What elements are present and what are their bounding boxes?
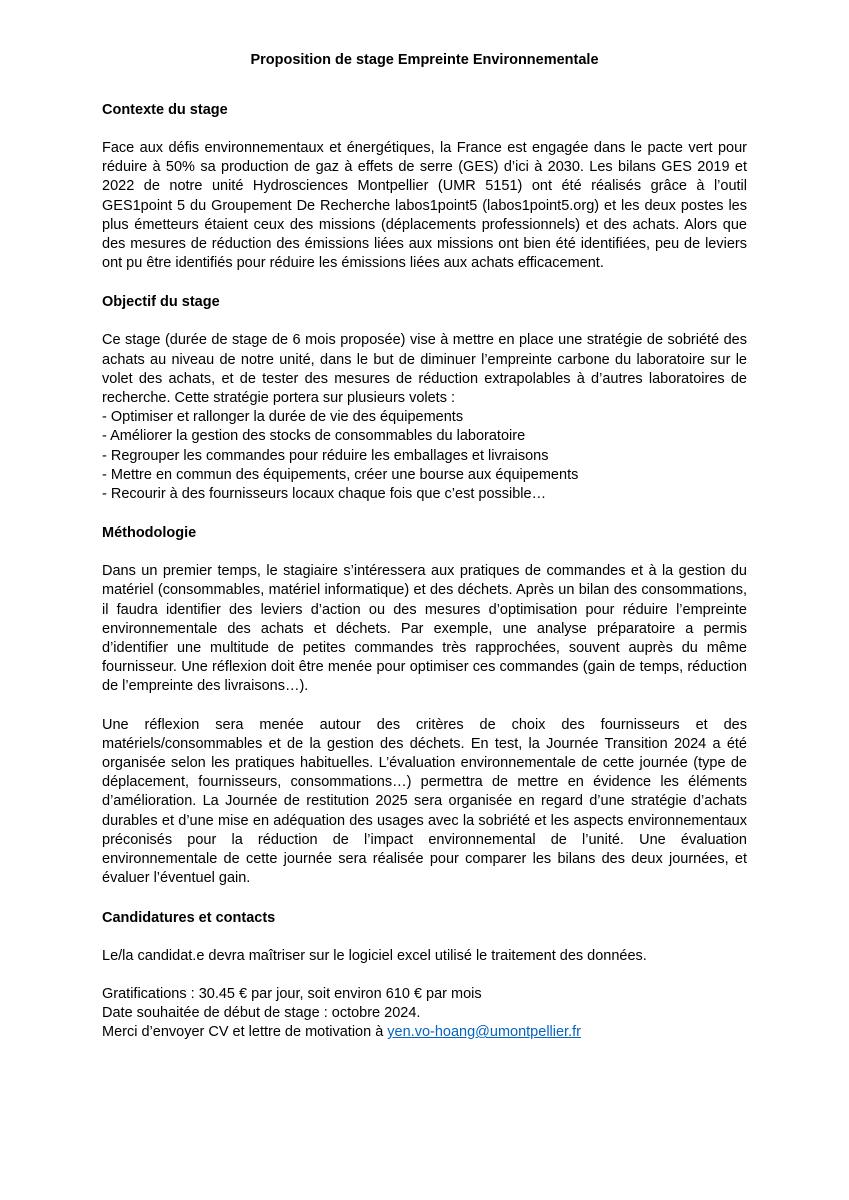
contact-email-link[interactable]: yen.vo-hoang@umontpellier.fr bbox=[387, 1024, 581, 1041]
document-title: Proposition de stage Empreinte Environnementale bbox=[250, 52, 599, 68]
section-heading-methodologie: Méthodologie bbox=[102, 525, 197, 542]
section-heading-contexte: Contexte du stage bbox=[102, 102, 228, 118]
section-heading-objectif: Objectif du stage bbox=[102, 294, 220, 311]
paragraph-methodologie-1: Dans un premier temps, le stagiaire s’intéressera aux pratiques de commandes et à la gestion du matériel (consommables, matériel informatique) et des déchets. Après un bilan des consommations, il faudra identifier des leviers d’action ou des mesures d’optimisation pour réduire l’empreinte environnementale des achats et déchets. Par exemple, une analyse préparatoire a permis d’identifier une multitude de petites commandes très rapprochées, souvent auprès du même fournisseur. Une réflexion doit être menée pour optimiser ces commandes (gain de temps, réduction de l’empreinte des livraisons…). bbox=[102, 563, 747, 695]
list-item: - Regrouper les commandes pour réduire les emballages et livraisons bbox=[102, 447, 747, 466]
gratifications-line: Gratifications : 30.45 € par jour, soit environ 610 € par mois bbox=[102, 985, 482, 1002]
section-contexte bbox=[102, 100, 747, 273]
start-date-line: Date souhaitée de début de stage : octobre 2024. bbox=[102, 1004, 421, 1021]
section-methodologie bbox=[102, 523, 747, 888]
section-objectif bbox=[102, 292, 747, 504]
paragraph-objectif: Ce stage (durée de stage de 6 mois proposée) vise à mettre en place une stratégie de sobriété des achats au niveau de notre unité, dans le but de diminuer l’empreinte carbone du laboratoire sur le volet des achats, et de tester des mesures de réduction extrapolables à d’autres laboratoires de recherche. Cette stratégie portera sur plusieurs volets : bbox=[102, 332, 747, 407]
contact-block bbox=[102, 985, 747, 1043]
section-heading-candidatures: Candidatures et contacts bbox=[102, 909, 276, 926]
paragraph-contexte: Face aux défis environnementaux et énergétiques, la France est engagée dans le pacte vert pour réduire à 50% sa production de gaz à effets de serre (GES) d’ici à 2030. Les bilans GES 2019 et 2022 de notre unité Hydrosciences Montpellier (UMR 5151) ont été réalisés grâce à l’outil GES1point 5 du Groupement De Recherche labos1point5 (labos1point5.org) et les deux postes les plus émetteurs étaient ceux des missions (déplacements professionnels) et des achats. Alors que des mesures de réduction des émissions liées aux missions ont bien été identifiées, peu de leviers ont pu être identifiés pour réduire les émissions liées aux achats efficacement. bbox=[102, 140, 747, 272]
objectif-list bbox=[102, 408, 747, 504]
paragraph-methodologie-2: Une réflexion sera menée autour des critères de choix des fournisseurs et des matériels/consommables et de la gestion des déchets. En test, la Journée Transition 2024 a été organisée selon les pratiques habituelles. L’évaluation environnementale de cette journée (type de déplacement, fournisseurs, consommations…) permettra de mettre en évidence les éléments d’amélioration. La Journée de restitution 2025 sera organisée en regard d’une stratégie d’achats durables et d’une mise en adéquation des usages avec la sobriété et les aspects environnementaux préconisés pour la réduction de l’impact environnemental de l’unité. Une évaluation environnementale de cette journée sera réalisée pour comparer les bilans des deux journées, et évaluer l’éventuel gain. bbox=[102, 716, 747, 887]
contact-prefix: Merci d’envoyer CV et lettre de motivation à bbox=[102, 1024, 388, 1041]
list-item: - Améliorer la gestion des stocks de consommables du laboratoire bbox=[102, 427, 747, 446]
contact-line bbox=[102, 1023, 747, 1042]
list-item: - Recourir à des fournisseurs locaux chaque fois que c’est possible… bbox=[102, 485, 747, 504]
list-item: - Optimiser et rallonger la durée de vie des équipements bbox=[102, 408, 747, 427]
list-item: - Mettre en commun des équipements, créer une bourse aux équipements bbox=[102, 466, 747, 485]
section-candidatures bbox=[102, 908, 747, 1043]
paragraph-candidatures: Le/la candidat.e devra maîtriser sur le logiciel excel utilisé le traitement des données. bbox=[102, 947, 647, 964]
